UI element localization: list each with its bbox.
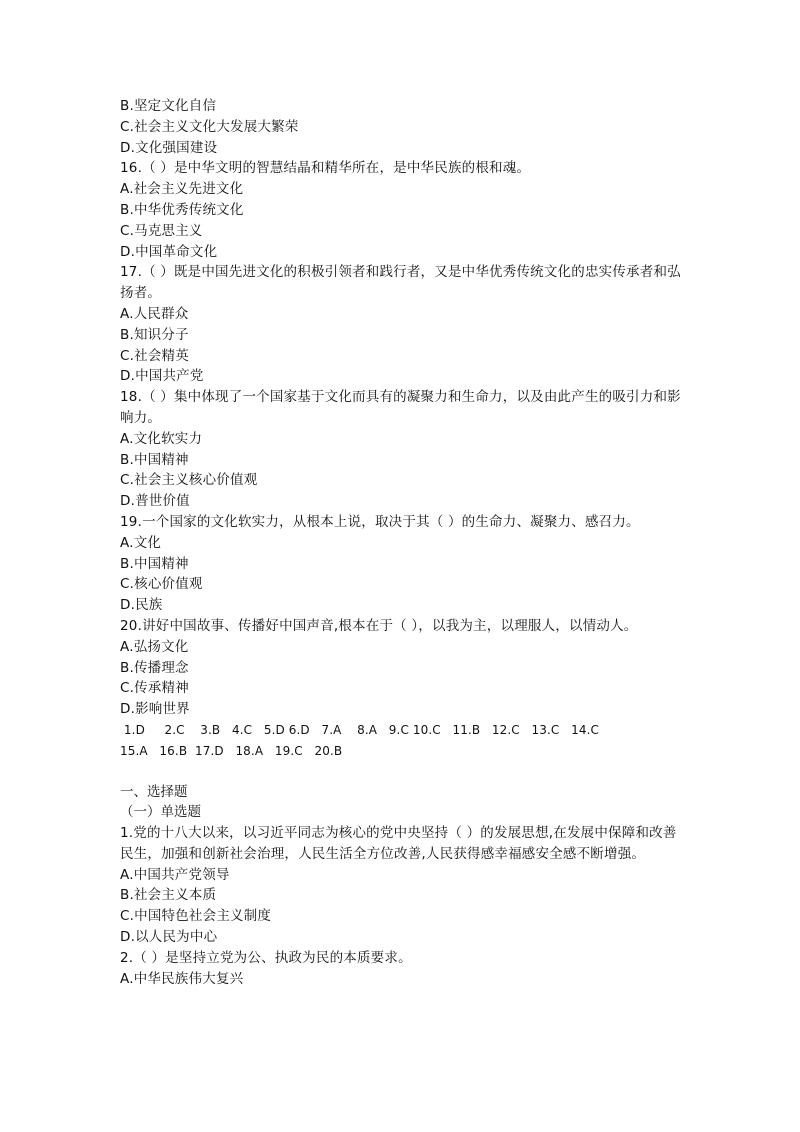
option-c-20: C.传承精神: [120, 680, 189, 697]
question-17: 17.（ ）既是中国先进文化的积极引领者和践行者，又是中华优秀传统文化的忠实传承者和弘扬者。: [120, 264, 681, 302]
document-content: [120, 96, 690, 989]
question-20: 20.讲好中国故事、传播好中国声音,根本在于（ ），以我为主，以理服人，以情动人。: [120, 617, 638, 634]
option-c-1: C.中国特色社会主义制度: [120, 908, 272, 925]
option-c-16: C.马克思主义: [120, 222, 203, 239]
option-a-20: A.弘扬文化: [120, 638, 189, 655]
option-c-19: C.核心价值观: [120, 576, 203, 593]
option-c-18: C.社会主义核心价值观: [120, 472, 258, 489]
option-b-16: B.中华优秀传统文化: [120, 201, 244, 218]
option-d-1: D.以人民为中心: [120, 929, 218, 946]
question-1: 1.党的十八大以来，以习近平同志为核心的党中央坚持（ ）的发展思想,在发展中保障和改善民生，加强和创新社会治理，人民生活全方位改善,人民获得感幸福感安全感不断增强。: [120, 825, 677, 862]
option-a-1: A.中国共产党领导: [120, 866, 230, 883]
option-b-15: B.坚定文化自信: [120, 98, 217, 114]
option-b-20: B.传播理念: [120, 659, 189, 676]
option-b-18: B.中国精神: [120, 451, 189, 468]
option-a-18: A.文化软实力: [120, 430, 203, 447]
option-a-2: A.中华民族伟大复兴: [120, 970, 244, 987]
option-d-20: D.影响世界: [120, 701, 190, 718]
option-d-15: D.文化强国建设: [120, 139, 218, 156]
answer-key-line-2: 15.A 16.B 17.D 18.A 19.C 20.B: [120, 743, 343, 758]
option-d-18: D.普世价值: [120, 493, 190, 510]
question-19: 19.一个国家的文化软实力，从根本上说，取决于其（ ）的生命力、凝聚力、感召力。: [120, 513, 640, 530]
subsection-title: （一）单选题: [120, 804, 201, 821]
option-c-17: C.社会精英: [120, 347, 189, 364]
option-c-15: C.社会主义文化大发展大繁荣: [120, 118, 299, 135]
section-title: 一、选择题: [120, 783, 188, 800]
option-d-19: D.民族: [120, 597, 163, 614]
answer-key-line-1: 1.D 2.C 3.B 4.C 5.D 6.D 7.A 8.A 9.C 10.C 11.B 12.C 13.C 14.C: [120, 722, 599, 737]
option-a-16: A.社会主义先进文化: [120, 181, 244, 198]
question-16: 16.（ ）是中华文明的智慧结晶和精华所在，是中华民族的根和魂。: [120, 160, 531, 177]
option-b-19: B.中国精神: [120, 555, 189, 572]
option-a-17: A.人民群众: [120, 305, 189, 322]
question-18: 18.（ ）集中体现了一个国家基于文化而具有的凝聚力和生命力，以及由此产生的吸引力和影响力。: [120, 389, 681, 426]
option-b-17: B.知识分子: [120, 326, 189, 343]
spacer: [120, 762, 690, 782]
option-a-19: A.文化: [120, 534, 162, 551]
option-d-17: D.中国共产党: [120, 368, 204, 385]
option-b-1: B.社会主义本质: [120, 887, 217, 904]
option-d-16: D.中国革命文化: [120, 243, 218, 260]
question-2: 2.（ ）是坚持立党为公、执政为民的本质要求。: [120, 949, 412, 966]
